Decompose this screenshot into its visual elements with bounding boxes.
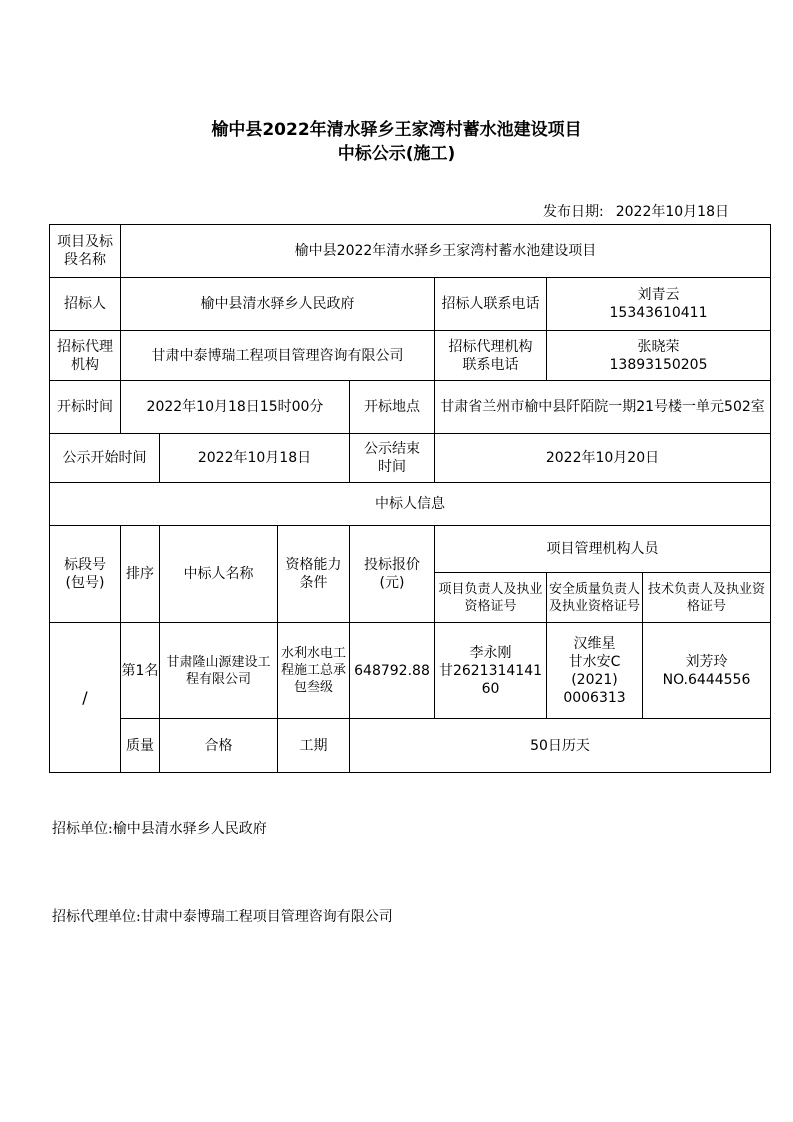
document-subtitle: 中标公示(施工)	[337, 144, 456, 164]
header-name: 中标人名称	[159, 525, 278, 623]
agency-phone-label-cell	[434, 330, 547, 381]
header-qual-cell	[277, 525, 350, 623]
header-tech: 技术负责人及执业资格证号	[642, 572, 771, 623]
row-tech-name: 刘芳玲	[685, 653, 728, 670]
agency-phone: 13893150205	[609, 356, 708, 373]
period-value: 50日历天	[349, 718, 771, 773]
row-safety-cert-c: 0006313	[563, 689, 626, 706]
agency-contact: 张晓荣	[637, 338, 680, 355]
header-bid-b: (元)	[379, 575, 405, 591]
project-label-cell	[49, 224, 121, 278]
period-label: 工期	[277, 718, 350, 773]
notice-start-label: 公示开始时间	[49, 433, 160, 483]
row-lot: /	[49, 622, 121, 773]
winner-section-heading: 中标人信息	[49, 482, 771, 526]
notice-end: 2022年10月20日	[434, 433, 771, 483]
row-tech-cell	[642, 622, 771, 719]
tenderer-label: 招标人	[49, 277, 121, 331]
header-lot-a: 标段号	[64, 557, 106, 573]
opening-place: 甘肃省兰州市榆中县阡陌院一期21号楼一单元502室	[434, 380, 771, 434]
row-pm-cell	[434, 622, 547, 719]
row-pm-name: 李永刚	[469, 644, 512, 661]
header-pm-lead: 项目负责人及执业资格证号	[434, 572, 547, 623]
agency-label-cell	[49, 330, 121, 381]
row-safety-cell	[546, 622, 643, 719]
row-safety-cert-b: (2021)	[571, 671, 618, 688]
footer-tenderer: 招标单位:榆中县清水驿乡人民政府	[52, 821, 267, 837]
agency-phone-label-a: 招标代理机构	[448, 338, 533, 355]
document-title: 榆中县2022年清水驿乡王家湾村蓄水池建设项目	[211, 120, 582, 140]
row-safety-cert-a: 甘水安C	[568, 653, 621, 670]
publish-date	[543, 201, 729, 221]
agency-contact-cell	[546, 330, 771, 381]
row-rank: 第1名	[120, 622, 160, 719]
publish-date-label: 发布日期:	[543, 204, 604, 220]
tenderer-phone-label: 招标人联系电话	[434, 277, 547, 331]
project-label-b: 段名称	[64, 252, 106, 268]
publish-date-value: 2022年10月18日	[615, 204, 729, 220]
header-bid-a: 投标报价	[364, 557, 420, 573]
notice-end-label-b: 时间	[378, 459, 406, 475]
notice-end-label-cell	[349, 433, 435, 483]
header-pm-group: 项目管理机构人员	[434, 525, 771, 573]
row-bid-price: 648792.88	[349, 622, 435, 719]
row-winner-name: 甘肃隆山源建设工程有限公司	[159, 622, 278, 719]
row-qualification: 水利水电工程施工总承包叁级	[277, 622, 350, 719]
header-qual-b: 条件	[299, 575, 328, 591]
header-rank: 排序	[120, 525, 160, 623]
row-pm-cert: 甘262131414160	[438, 662, 543, 697]
header-lot-b: (包号)	[65, 575, 105, 591]
header-safety: 安全质量负责人及执业资格证号	[546, 572, 643, 623]
project-label-a: 项目及标	[57, 234, 113, 250]
agency-name: 甘肃中泰博瑞工程项目管理咨询有限公司	[120, 330, 435, 381]
quality-label: 质量	[120, 718, 160, 773]
tenderer-phone: 15343610411	[609, 305, 708, 321]
row-tech-cert: NO.6444556	[662, 671, 751, 688]
agency-label-a: 招标代理	[57, 338, 113, 355]
header-bid-cell	[349, 525, 435, 623]
agency-label-b: 机构	[71, 356, 99, 373]
opening-time-label: 开标时间	[49, 380, 121, 434]
opening-time: 2022年10月18日15时00分	[120, 380, 350, 434]
agency-phone-label-b: 联系电话	[462, 356, 519, 373]
quality-value: 合格	[159, 718, 278, 773]
tenderer-name: 榆中县清水驿乡人民政府	[120, 277, 435, 331]
project-name: 榆中县2022年清水驿乡王家湾村蓄水池建设项目	[120, 224, 771, 278]
notice-start: 2022年10月18日	[159, 433, 350, 483]
notice-end-label-a: 公示结束	[364, 441, 420, 457]
header-lot-cell	[49, 525, 121, 623]
opening-place-label: 开标地点	[349, 380, 435, 434]
tenderer-contact-cell	[546, 277, 771, 331]
row-safety-name: 汉维星	[573, 635, 616, 652]
tenderer-contact: 刘青云	[637, 287, 680, 303]
footer-agency: 招标代理单位:甘肃中泰博瑞工程项目管理咨询有限公司	[52, 909, 393, 925]
header-qual-a: 资格能力	[285, 557, 342, 573]
